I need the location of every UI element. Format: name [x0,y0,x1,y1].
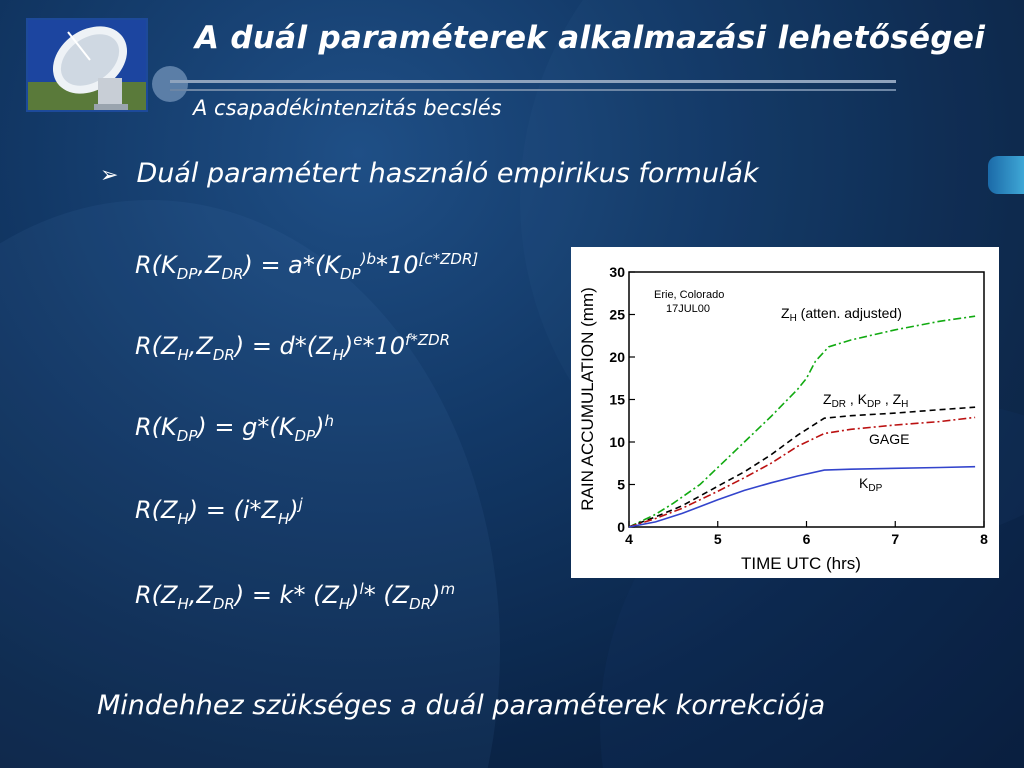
rain-accumulation-chart [571,247,999,578]
formula-sub: DP [176,264,198,283]
y-tick-label: 5 [617,476,625,493]
formula-text: ) = k* (Z [234,581,339,609]
formula-sub: DR [212,594,235,613]
formula-text: * (Z [363,581,410,609]
formula-sub: DP [294,426,316,445]
formula-sub: H [177,345,189,364]
formula-text: ) [289,496,299,524]
title-rule-top [170,80,896,83]
formula-sub: H [277,509,290,528]
formula-text: ) = (i*Z [188,496,278,524]
formula-text: R(Z [135,496,178,524]
legend-gage: GAGE [869,431,910,447]
formula-sub: DR [409,594,432,613]
formula-zh-zdr [135,331,450,364]
formula-sup: e [353,331,363,349]
y-tick-label: 20 [609,349,625,365]
title-rule-dot [152,66,188,102]
formula-zh-zdr-power [135,580,455,613]
formula-text: ) = d*(Z [234,332,333,360]
y-axis-label: RAIN ACCUMULATION (mm) [578,287,597,511]
annotation-location: Erie, Colorado [654,289,725,301]
title-rule-bottom [170,89,896,91]
formula-sub: H [177,594,189,613]
formula-sub: DR [221,264,244,283]
formula-zh [135,495,303,528]
formula-text: R(Z [135,581,178,609]
formula-text: ) [431,581,441,609]
x-tick-label: 5 [713,531,722,547]
formula-text: ) = g*(K [197,413,295,441]
legend-zh: $Z_H$ (atten. adjusted) [781,305,902,324]
formula-sup: m [440,580,456,598]
annotation-date: 17JUL00 [666,303,711,315]
formula-text: ) [343,332,354,360]
bullet-text: Duál paramétert használó empirikus formulák [136,158,759,189]
series-line-2 [629,417,975,527]
slide-title: A duál paraméterek alkalmazási lehetőségei [195,20,986,56]
formula-text: ) [350,581,360,609]
formula-text: R(K [135,251,177,279]
formula-text: ) = a*(K [243,251,340,279]
y-tick-label: 25 [609,306,625,323]
y-tick-label: 10 [609,434,625,450]
formula-text: R(Z [135,332,178,360]
bullet-arrow-icon: ➢ [100,163,119,188]
y-tick-label: 15 [609,391,625,408]
formula-sub: H [177,509,189,528]
formula-sup: f*ZDR [405,331,451,349]
formula-sub: H [332,345,344,364]
formula-sup: [c*ZDR] [418,250,479,268]
formula-sup: j [298,495,303,513]
formula-kdp-zdr [135,250,478,283]
series-line-0 [629,316,975,527]
footer-note: Mindehhez szükséges a duál paraméterek korrekciója [97,690,826,721]
slide-subtitle: A csapadékintenzitás becslés [193,96,502,120]
formula-text: R(K [135,413,177,441]
formula-sup: l [359,580,364,598]
series-line-3 [629,467,975,527]
formula-sup: ) [360,250,367,268]
x-tick-label: 7 [891,531,900,547]
legend-kdp: $K_{DP}$ [859,475,883,494]
x-tick-label: 4 [625,531,633,547]
formula-kdp [135,412,334,445]
formula-text: ) [315,413,325,441]
formula-text: ,Z [188,581,213,609]
formula-sup: b [366,250,376,268]
formula-sub: DP [176,426,198,445]
formula-text: *10 [376,251,419,279]
side-tab-decoration [988,156,1024,194]
formula-sub: DR [212,345,235,364]
y-tick-label: 0 [617,519,625,535]
x-tick-label: 8 [980,531,988,547]
formula-sup: h [324,412,334,430]
formula-text: ,Z [188,332,213,360]
satellite-dish-logo [26,18,148,112]
y-tick-label: 30 [609,264,625,280]
x-tick-label: 6 [802,531,811,547]
chart-svg [571,247,999,578]
formula-text: *10 [362,332,406,360]
bullet-point [100,158,759,189]
formula-sub: DP [340,264,361,283]
legend-combined: $Z_{DR}$ , $K_{DP}$ , $Z_H$ [823,391,909,410]
formula-sub: H [338,594,351,613]
x-axis-label: TIME UTC (hrs) [741,554,861,573]
formula-text: ,Z [197,251,222,279]
